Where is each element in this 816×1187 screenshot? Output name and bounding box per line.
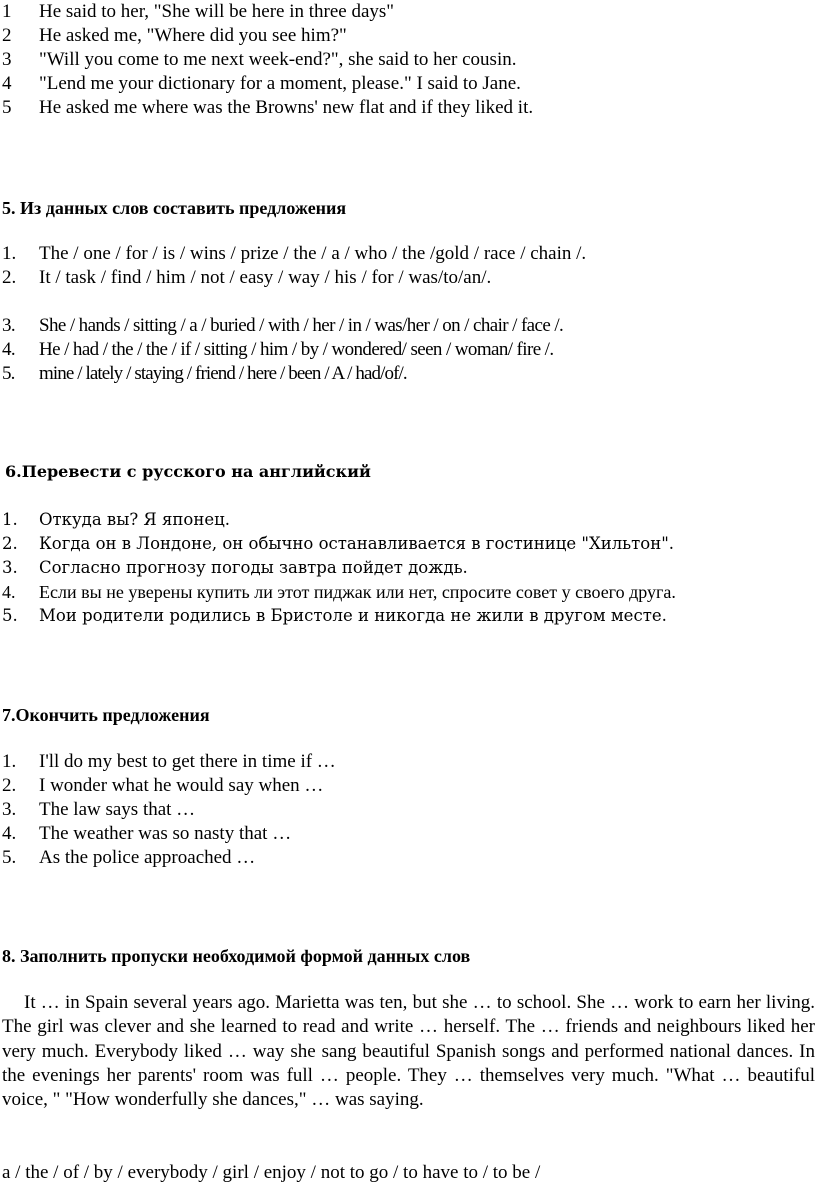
section8-heading: 8. Заполнить пропуски необходимой формой данных слов: [2, 946, 471, 966]
item-number: 2.: [2, 267, 17, 288]
word-bank: a / the / of / by / everybody / girl / enjoy / not to go / to have to / to be /: [2, 1162, 541, 1183]
item-text: The weather was so nasty that …: [39, 823, 292, 844]
item-number: 4.: [2, 339, 16, 360]
item-number: 2.: [2, 534, 18, 553]
item-text: He said to her, "She will be here in three days": [39, 1, 395, 22]
item-text: "Will you come to me next week-end?", she said to her cousin.: [39, 49, 517, 70]
item-text: He / had / the / the / if / sitting / him / by / wondered/ seen / woman/ fire /.: [39, 339, 554, 360]
item-number: 5: [2, 97, 12, 118]
item-text: Если вы не уверены купить ли этот пиджак или нет, спросите совет у своего друга.: [39, 582, 676, 602]
item-text: The law says that …: [39, 799, 196, 820]
item-text: "Lend me your dictionary for a moment, please." I said to Jane.: [39, 73, 521, 94]
section5-heading: 5. Из данных слов составить предложения: [2, 198, 347, 218]
section7-heading: 7.Окончить предложения: [2, 705, 210, 725]
item-number: 2: [2, 25, 12, 46]
item-text: The / one / for / is / wins / prize / the / a / who / the /gold / race / chain /.: [39, 243, 587, 264]
item-text: Мои родители родились в Бристоле и никогда не жили в другом месте.: [39, 606, 667, 625]
item-number: 1: [2, 1, 12, 22]
item-text: I wonder what he would say when …: [39, 775, 324, 796]
item-text: As the police approached …: [39, 847, 256, 868]
item-text: She / hands / sitting / a / buried / with / her / in / was/her / on / chair / face /.: [39, 315, 564, 336]
item-text: I'll do my best to get there in time if …: [39, 751, 336, 772]
paragraph-text: It … in Spain several years ago. Marietta was ten, but she … to school. She … work to earn her living. The girl was clever and she learned to read and write … herself. The … friends and neighbours liked her very much. Everybody liked … way she sang beautiful Spanish songs and performed national dances. In the evenings her parents' room was full … people. They … themselves very much. "What … beautiful voice, " "How wonderfully she dances," … was saying.: [2, 992, 815, 1111]
item-number: 4: [2, 73, 12, 94]
item-text: Согласно прогнозу погоды завтра пойдет дождь.: [39, 558, 468, 577]
item-number: 5.: [2, 847, 17, 868]
item-number: 5.: [2, 606, 18, 625]
item-number: 4.: [2, 582, 16, 602]
item-number: 4.: [2, 823, 17, 844]
item-number: 1.: [2, 243, 17, 264]
item-text: It / task / find / him / not / easy / way / his / for / was/to/an/.: [39, 267, 492, 288]
item-text: He asked me, "Where did you see him?": [39, 25, 347, 46]
item-number: 3.: [2, 558, 18, 577]
gap-fill-paragraph: [2, 991, 815, 1112]
item-text: Когда он в Лондоне, он обычно останавливается в гостинице "Хильтон".: [39, 534, 675, 553]
section6-heading: 6.Перевести с русского на английский: [5, 462, 371, 481]
item-text: mine / lately / staying / friend / here / been / A / had/of/.: [39, 363, 407, 384]
item-number: 5.: [2, 363, 15, 384]
item-number: 2.: [2, 775, 17, 796]
item-number: 1.: [2, 751, 17, 772]
item-text: Откуда вы? Я японец.: [39, 510, 230, 529]
item-number: 3.: [2, 799, 17, 820]
item-text: He asked me where was the Browns' new flat and if they liked it.: [39, 97, 534, 118]
item-number: 3: [2, 49, 12, 70]
item-number: 1.: [2, 510, 18, 529]
item-number: 3.: [2, 315, 16, 336]
